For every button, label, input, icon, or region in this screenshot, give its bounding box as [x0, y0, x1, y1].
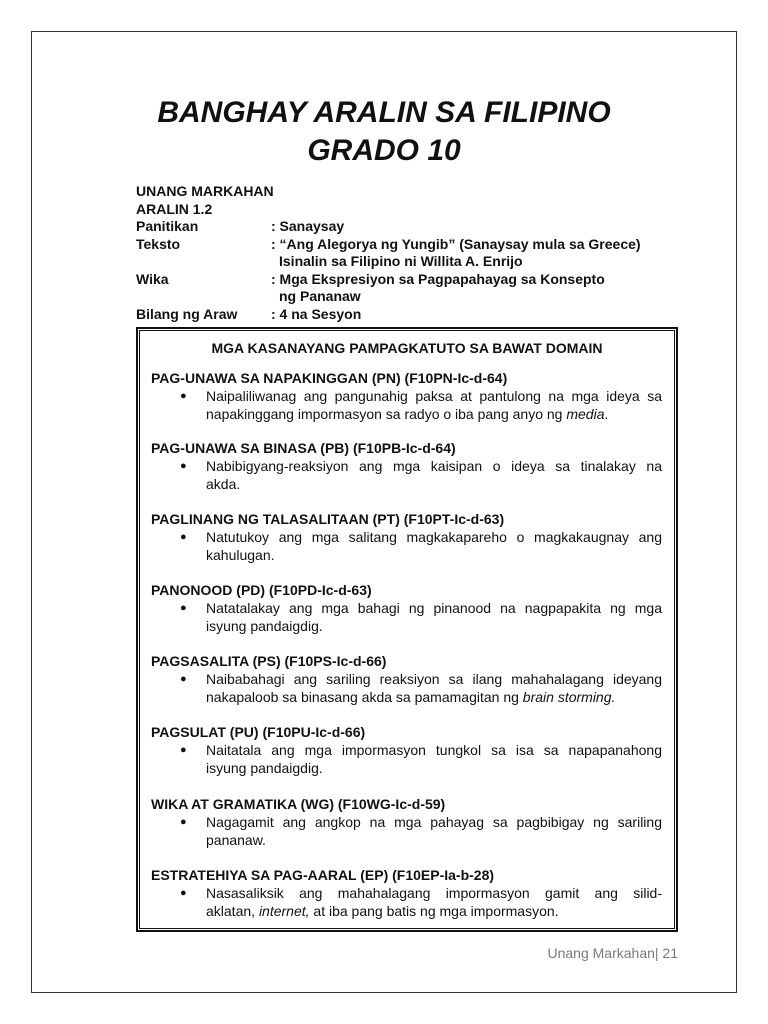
list-item [151, 813, 662, 849]
list-item [151, 599, 662, 635]
meta-value-line: : Mga Ekspresiyon sa Pagpapahayag sa Konsepto [271, 270, 605, 287]
section-title: PAGLINANG NG TALASALITAAN (PT) (F10PT-Ic-d-63) [151, 511, 505, 527]
meta-row-araw [136, 306, 696, 324]
bullet-line: Naipaliliwanag ang pangunahig paksa at pantulong na mga ideya sa [206, 388, 662, 404]
domain-heading: MGA KASANAYANG PAMPAGKATUTO SA BAWAT DOMAIN [211, 340, 603, 356]
document-title: BANGHAY ARALIN SA FILIPINO [157, 96, 611, 129]
bullet-line: pananaw. [206, 832, 266, 848]
section-title: PAGSULAT (PU) (F10PU-Ic-d-66) [151, 724, 366, 740]
meta-row-panitikan [136, 218, 696, 236]
bullet-line: Naibabahagi ang sariling reaksiyon sa ilang mahahalagang ideyang [206, 671, 662, 687]
quarter-label: UNANG MARKAHAN [136, 183, 274, 199]
bullet-text: nakapaloob sa binasang akda sa pamamagitan ng [206, 689, 523, 705]
meta-row-teksto [136, 236, 696, 271]
meta-value-line: ng Pananaw [279, 288, 361, 304]
section-title: WIKA AT GRAMATIKA (WG) (F10WG-Ic-d-59) [151, 796, 446, 812]
meta-value [271, 236, 696, 271]
bullet-icon: ● [180, 816, 187, 828]
page-footer: Unang Markahan| 21 [547, 945, 678, 961]
bullet-text: at iba pang batis ng mga impormasyon. [309, 903, 559, 919]
list-item [151, 884, 662, 920]
meta-label: Wika [136, 270, 169, 287]
bullet-line [206, 405, 662, 423]
meta-value: : 4 na Sesyon [271, 305, 362, 322]
meta-label: Panitikan [136, 218, 199, 234]
domain-section-wg [151, 795, 662, 849]
section-title: PAG-UNAWA SA BINASA (PB) (F10PB-Ic-d-64) [151, 440, 456, 456]
meta-row-wika [136, 271, 696, 306]
bullet-icon: ● [180, 460, 187, 472]
bullet-line: kahulugan. [206, 547, 275, 563]
section-title: PAGSASALITA (PS) (F10PS-Ic-d-66) [151, 653, 387, 669]
lesson-number: ARALIN 1.2 [136, 200, 213, 217]
meta-value [271, 271, 696, 306]
bullet-line [206, 902, 662, 920]
meta-value-line: : “Ang Alegorya ng Yungib” (Sanaysay mula sa Greece) [271, 235, 641, 252]
meta-label: Bilang ng Araw [136, 305, 238, 322]
list-item [151, 528, 662, 564]
bullet-text-italic: internet, [258, 903, 310, 919]
list-item [151, 457, 662, 493]
lesson-meta [136, 183, 696, 323]
list-item [151, 670, 662, 706]
meta-label: Teksto [136, 235, 181, 252]
bullet-line: Nagagamit ang angkop na mga pahayag sa pagbibigay ng sariling [206, 814, 662, 830]
domain-section-pt [151, 510, 662, 564]
bullet-icon: ● [180, 744, 187, 756]
list-item [151, 741, 662, 777]
bullet-icon: ● [180, 390, 187, 402]
domain-section-pb [151, 439, 662, 493]
bullet-text: aklatan, [206, 903, 259, 919]
domain-section-pd [151, 581, 662, 635]
bullet-line: isyung pandaigdig. [206, 618, 323, 634]
bullet-line: Natutukoy ang mga salitang magkakapareho o magkakaugnay ang [206, 529, 662, 545]
bullet-line: Nasasaliksik ang mahahalagang impormasyon gamit ang silid- [206, 885, 662, 901]
bullet-icon: ● [180, 602, 187, 614]
list-item [151, 387, 662, 423]
section-title: PAG-UNAWA SA NAPAKINGGAN (PN) (F10PN-Ic-d-64) [151, 370, 508, 386]
bullet-text: . [604, 406, 609, 422]
bullet-line [206, 688, 662, 706]
section-title: ESTRATEHIYA SA PAG-AARAL (EP) (F10EP-Ia-b-28) [151, 867, 495, 883]
bullet-icon: ● [180, 673, 187, 685]
document-subtitle: GRADO 10 [307, 134, 461, 167]
meta-value-line: Isinalin sa Filipino ni Willita A. Enrijo [279, 253, 523, 269]
domain-section-ps [151, 652, 662, 706]
bullet-text-italic: brain storming. [522, 689, 616, 705]
section-title: PANONOOD (PD) (F10PD-Ic-d-63) [151, 582, 372, 598]
bullet-text: napakinggang impormasyon sa radyo o iba pang anyo ng [206, 406, 567, 422]
bullet-line: Natatalakay ang mga bahagi ng pinanood na nagpapakita ng mga [206, 600, 662, 616]
bullet-text-italic: media [566, 406, 605, 422]
bullet-icon: ● [180, 887, 187, 899]
domain-section-pn [151, 369, 662, 423]
domain-box [137, 328, 677, 931]
bullet-line: akda. [206, 476, 241, 492]
domain-section-pu [151, 723, 662, 777]
bullet-line: Nabibigyang-reaksiyon ang mga kaisipan o ideya sa tinalakay na [206, 458, 662, 474]
bullet-line: Naitatala ang mga impormasyon tungkol sa isa sa napapanahong [206, 742, 662, 758]
domain-section-ep [151, 866, 662, 920]
meta-value: : Sanaysay [271, 218, 345, 234]
bullet-icon: ● [180, 531, 187, 543]
bullet-line: isyung pandaigdig. [206, 760, 323, 776]
